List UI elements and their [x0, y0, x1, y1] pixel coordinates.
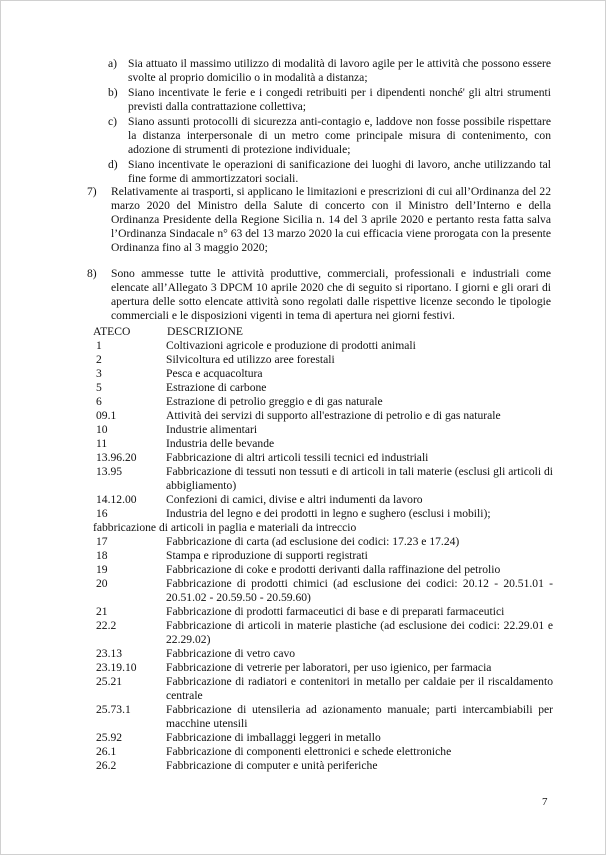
- sub-list-label: b): [108, 86, 118, 99]
- ateco-code: 11: [96, 437, 108, 450]
- sub-list-label: c): [108, 115, 118, 128]
- ateco-description: Industria delle bevande: [166, 437, 275, 450]
- sub-list-item-a: [108, 57, 551, 85]
- table-row: [93, 577, 553, 605]
- ateco-code: 2: [96, 353, 102, 366]
- table-row: [93, 339, 553, 353]
- ateco-description: Fabbricazione di carta (ad esclusione dei codici: 17.23 e 17.24): [166, 535, 460, 548]
- ateco-code: 1: [96, 339, 102, 352]
- ateco-code: 5: [96, 381, 102, 394]
- numbered-item-8: [87, 267, 551, 323]
- table-row: [93, 745, 553, 759]
- ateco-description: Fabbricazione di radiatori e contenitori in metallo per caldaie per il riscaldamento centrale: [166, 675, 553, 702]
- ateco-code: 3: [96, 367, 102, 380]
- table-row: [93, 381, 553, 395]
- item-number: 8): [87, 267, 97, 280]
- table-row: [93, 465, 553, 493]
- sub-list-text: Siano incentivate le ferie e i congedi retribuiti per i dipendenti nonché' gli altri strumenti previsti dalla contrattazione collettiva;: [128, 86, 551, 113]
- ateco-code: 19: [96, 563, 108, 576]
- sub-list-item-b: [108, 86, 551, 114]
- sub-list: [108, 57, 551, 187]
- table-row: [93, 409, 553, 423]
- ateco-description: Fabbricazione di utensileria ad azionamento manuale; parti intercambiabili per macchine utensili: [166, 703, 553, 730]
- table-row: [93, 675, 553, 703]
- table-row: [93, 759, 553, 773]
- ateco-description: Fabbricazione di vetro cavo: [166, 647, 296, 660]
- page-number: 7: [542, 796, 548, 808]
- ateco-code: 26.2: [96, 759, 117, 772]
- sub-list-label: a): [108, 57, 118, 70]
- sub-list-text: Siano assunti protocolli di sicurezza anti-contagio e, laddove non fosse possibile rispettare la distanza interpersonale di un metro come principale misura di contenimento, con adozione di strumenti di protezione individuale;: [128, 115, 551, 156]
- table-row: [93, 563, 553, 577]
- ateco-code: 18: [96, 549, 108, 562]
- ateco-description: Attività dei servizi di supporto all'estrazione di petrolio e di gas naturale: [166, 409, 501, 422]
- ateco-description: Industria del legno e dei prodotti in legno e sughero (esclusi i mobili);: [166, 507, 491, 520]
- ateco-code: 6: [96, 395, 102, 408]
- item-number: 7): [87, 185, 97, 198]
- ateco-description: Confezioni di camici, divise e altri indumenti da lavoro: [166, 493, 423, 506]
- ateco-description: Pesca e acquacoltura: [166, 367, 263, 380]
- table-row: [93, 493, 553, 507]
- header-ateco: ATECO: [93, 325, 131, 338]
- ateco-description: Fabbricazione di computer e unità periferiche: [166, 759, 378, 772]
- ateco-table: [93, 325, 553, 773]
- table-row: [93, 437, 553, 451]
- ateco-code: 25.73.1: [96, 703, 131, 716]
- ateco-code: 13.96.20: [96, 451, 137, 464]
- ateco-description: Estrazione di petrolio greggio e di gas naturale: [166, 395, 383, 408]
- table-row: [93, 605, 553, 619]
- ateco-code: 25.92: [96, 731, 123, 744]
- table-row: [93, 661, 553, 675]
- ateco-code: 14.12.00: [96, 493, 137, 506]
- table-row: [93, 619, 553, 647]
- ateco-code: 16: [96, 507, 108, 520]
- ateco-description: Silvicoltura ed utilizzo aree forestali: [166, 353, 335, 366]
- item-text: Relativamente ai trasporti, si applicano le limitazioni e prescrizioni di cui all’Ordinanza del 22 marzo 2020 del Ministro della Salute di concerto con il Ministro dell’Interno e della Ordinanza Presidente della Regione Sicilia n. 14 del 3 aprile 2020 e pertanto resta fatta salva l’Ordinanza Sindacale n° 63 del 13 marzo 2020 la cui efficacia viene prorogata con la presente Ordinanza fino al 3 maggio 2020;: [111, 185, 551, 254]
- numbered-item-7: [87, 185, 551, 255]
- ateco-code: 13.95: [96, 465, 123, 478]
- ateco-description: Fabbricazione di componenti elettronici e schede elettroniche: [166, 745, 452, 758]
- table-row: [93, 367, 553, 381]
- ateco-code: 21: [96, 605, 108, 618]
- table-row: [93, 507, 553, 521]
- ateco-code: 26.1: [96, 745, 117, 758]
- ateco-code: 17: [96, 535, 108, 548]
- table-body: [93, 339, 553, 773]
- ateco-description: Fabbricazione di prodotti farmaceutici di base e di preparati farmaceutici: [166, 605, 505, 618]
- ateco-code: 22.2: [96, 619, 117, 632]
- table-row: [93, 731, 553, 745]
- ateco-code: 10: [96, 423, 108, 436]
- item-text: Sono ammesse tutte le attività produttive, commerciali, professionali e industriali come elencate all’Allegato 3 DPCM 10 aprile 2020 che di seguito si riportano. I giorni e gli orari di apertura delle sotto elencate attività sono regolati dalle rispettive licenze secondo le tipologie commerciali e le disposizioni vigenti in tema di apertura nei giorni festivi.: [111, 267, 551, 322]
- ateco-description: Fabbricazione di prodotti chimici (ad esclusione dei codici: 20.12 - 20.51.01 - 20.51.02 - 20.59.50 - 20.59.60): [166, 577, 553, 604]
- ateco-code: 25.21: [96, 675, 123, 688]
- ateco-code: 09.1: [96, 409, 117, 422]
- table-row: [93, 703, 553, 731]
- table-row: [93, 549, 553, 563]
- header-descrizione: DESCRIZIONE: [167, 325, 243, 338]
- table-row: [93, 423, 553, 437]
- table-row: [93, 535, 553, 549]
- ateco-description: Fabbricazione di tessuti non tessuti e di articoli in tali materie (esclusi gli articoli di abbigliamento): [166, 465, 554, 492]
- ateco-code: 23.19.10: [96, 661, 137, 674]
- ateco-description: Coltivazioni agricole e produzione di prodotti animali: [166, 339, 416, 352]
- ateco-description: Fabbricazione di vetrerie per laboratori, per uso igienico, per farmacia: [166, 661, 492, 674]
- table-row: [93, 451, 553, 465]
- ateco-description: Fabbricazione di articoli in materie plastiche (ad esclusione dei codici: 22.29.01 e 22.29.02): [166, 619, 553, 646]
- ateco-code: 20: [96, 577, 108, 590]
- sub-list-item-d: [108, 158, 551, 186]
- sub-list-text: Siano incentivate le operazioni di sanificazione dei luoghi di lavoro, anche utilizzando tal fine forme di ammortizzatori sociali.: [128, 158, 551, 185]
- ateco-code: 23.13: [96, 647, 123, 660]
- ateco-description: Industrie alimentari: [166, 423, 258, 436]
- table-row: [93, 353, 553, 367]
- table-row-continuation: fabbricazione di articoli in paglia e materiali da intreccio: [93, 521, 357, 534]
- table-row: [93, 647, 553, 661]
- ateco-description: Stampa e riproduzione di supporti registrati: [166, 549, 368, 562]
- sub-list-text: Sia attuato il massimo utilizzo di modalità di lavoro agile per le attività che possono essere svolte al proprio domicilio o in modalità a distanza;: [128, 57, 551, 84]
- ateco-description: Fabbricazione di imballaggi leggeri in metallo: [166, 731, 381, 744]
- ateco-description: Fabbricazione di coke e prodotti derivanti dalla raffinazione del petrolio: [166, 563, 501, 576]
- ateco-description: Fabbricazione di altri articoli tessili tecnici ed industriali: [166, 451, 429, 464]
- ateco-description: Estrazione di carbone: [166, 381, 267, 394]
- table-row: [93, 395, 553, 409]
- sub-list-label: d): [108, 158, 118, 171]
- table-header: [93, 325, 553, 339]
- sub-list-item-c: [108, 115, 551, 157]
